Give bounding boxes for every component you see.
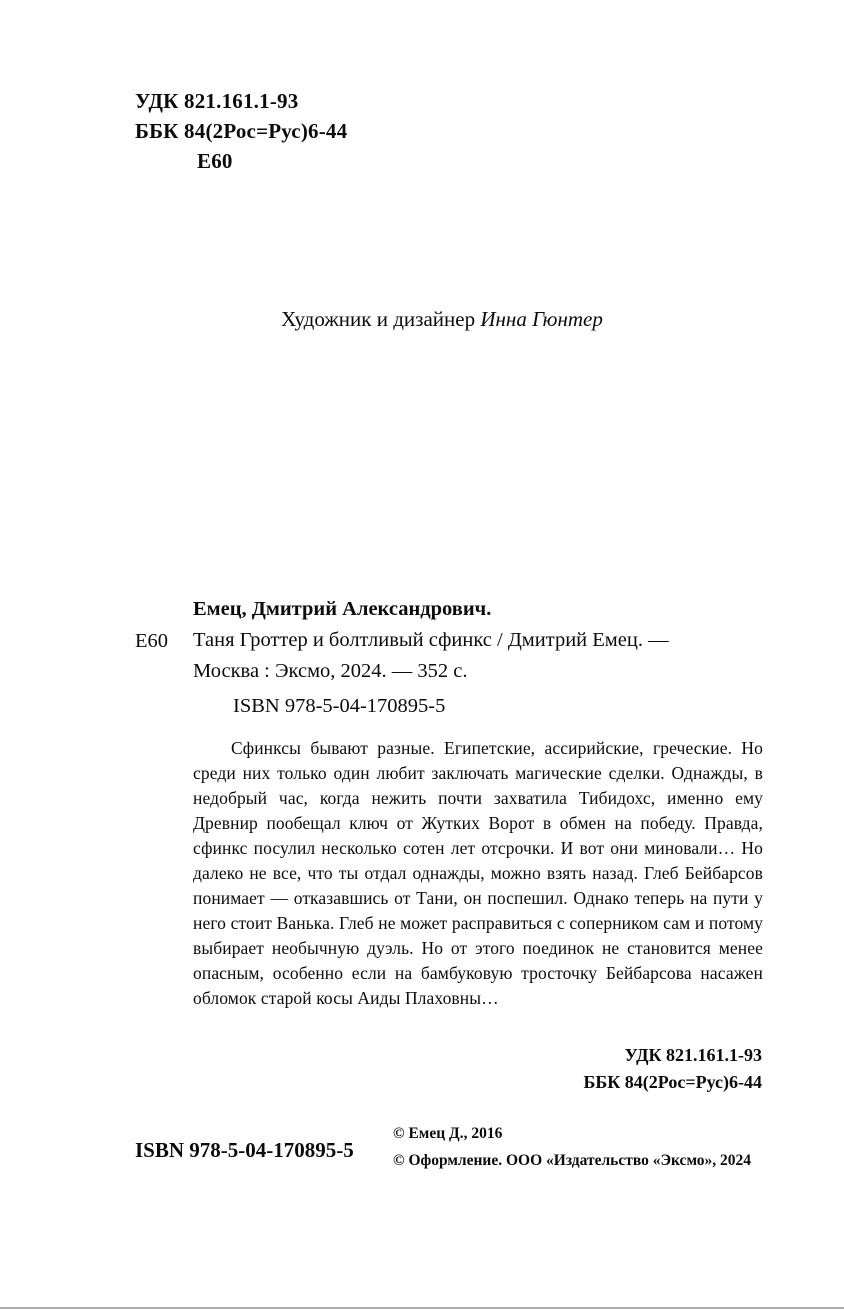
- footer-isbn: ISBN 978-5-04-170895-5: [135, 1138, 354, 1162]
- bbk-bottom-line: ББК 84(2Рос=Рус)6-44: [583, 1072, 762, 1092]
- udk-bottom-line: УДК 821.161.1-93: [624, 1045, 762, 1065]
- designer-name: Инна Гюнтер: [480, 307, 603, 331]
- copyright-block: [393, 1120, 751, 1174]
- top-classification-block: [135, 86, 347, 176]
- bottom-classification-block: [583, 1042, 762, 1096]
- catalog-author: Емец, Дмитрий Александрович.: [193, 598, 492, 620]
- catalog-title-line-1: Таня Гроттер и болтливый сфинкс / Дмитрий Емец. —: [193, 629, 669, 651]
- bbk-top-line: ББК 84(2Рос=Рус)6-44: [135, 119, 348, 143]
- designer-credit-line: [40, 306, 844, 332]
- catalog-isbn: ISBN 978-5-04-170895-5: [233, 695, 446, 717]
- udk-top-line: УДК 821.161.1-93: [135, 89, 299, 113]
- catalog-margin-code: Е60: [135, 630, 169, 652]
- annotation-text: Сфинксы бывают разные. Египетские, ассирийские, греческие. Но среди них только один любит заключать магические сделки. Однажды, в недобрый час, когда нежить почти захватила Тибидохс, именно ему Древнир пообещал ключ от Жутких Ворот в обмен на победу. Правда, сфинкс посулил несколько сотен лет отсрочки. И вот они миновали… Но далеко не все, что ты отдал однажды, можно взять назад. Глеб Бейбарсов понимает — отказавшись от Тани, он поспешил. Однако теперь на пути у него стоит Ванька. Глеб не может расправиться с соперником сам и потому выбирает необычную дуэль. Но от этого поединок не становится менее опасным, особенно если на бамбуковую тросточку Бейбарсова насажен обломок старой косы Аиды Плаховны…: [193, 738, 763, 1008]
- catalog-entry-body: [193, 594, 768, 722]
- catalog-entry: [135, 594, 775, 722]
- page-bottom-edge-line: [0, 1307, 844, 1309]
- copyright-publisher-line: © Оформление. ООО «Издательство «Эксмо», 2024: [393, 1152, 752, 1169]
- designer-credit-prefix: Художник и дизайнер: [281, 307, 481, 331]
- catalog-title-line-2: Москва : Эксмо, 2024. — 352 с.: [193, 660, 468, 682]
- copyright-author-line: © Емец Д., 2016: [393, 1125, 503, 1142]
- author-sign-code-top: Е60: [197, 149, 233, 173]
